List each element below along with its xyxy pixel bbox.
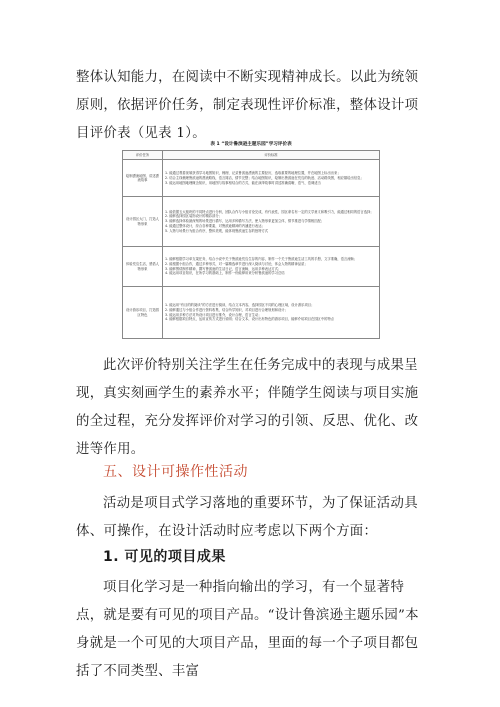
section-heading: 五、设计可操作性活动: [103, 464, 248, 480]
table-cell-task: 绘制漂流地图，讲述漂流故事: [123, 160, 163, 197]
criteria-item: 1. 能依据五大板块的不同特点进行分析，团队合作与小组讨论完成，有代表性，园区命名有一定的文学意义和吸引力，能通过相同的语言选择；: [165, 209, 374, 214]
criteria-item: 1. 能够根据学习单支架任务，结合小说中关于鲁滨逊荒岛生存的内容，制作一个关于鲁滨逊生活工具的手册，文字准确，语言流畅；: [165, 257, 358, 262]
paragraph-activity-intro: 活动是项目式学习落地的重要环节，为了保证活动具体、可操作，在设计活动时应考虑以下两个方面：: [76, 496, 418, 539]
table-header-task: 评价任务: [123, 151, 163, 160]
criteria-item: 4. 能运用项目知识，在所学习的基础上，制作一份能够用来分析鲁滨逊的学习总结: [165, 271, 285, 276]
criteria-item: 2. 能够通过与小组合作进行资料收集，结合所学知识，对项目进行合理规划和设计；: [165, 307, 288, 312]
criteria-item: 3. 能够选择体验最深刻的场景进行描写，运用多种描写方法，使人物形象更加立体，情节推进与学情相匹配；: [165, 219, 325, 224]
table-header-criteria: 评价标准: [163, 151, 380, 160]
criteria-item: 5. 人物与场景行为组合有序，整体美观，能体现鲁滨逊生存的独特方式: [165, 228, 269, 233]
criteria-item: 3. 能运用地图地理概念知识，用地图与故事相结合的方式，能在演绎故事时讲述准确清晰，语气、语调适当: [165, 180, 321, 185]
table-cell-task: 设计园区大门，打造人物形象: [123, 197, 163, 247]
table-row: [123, 287, 380, 339]
evaluation-table: [122, 141, 380, 339]
table-cell-criteria: [163, 197, 380, 247]
criteria-item: 4. 能够根据项目特点，运用宣传方式进行说明；结合文本，设计出有特色的游乐项目，能够介绍项目在园区中的特点: [165, 317, 335, 322]
criteria-item: 1. 能运用“有目的的阅读”的方法进行阅读，结合文本内容，选择园区不同的心理区域，设计游乐项目；: [165, 303, 315, 308]
criteria-item: 2. 能够选择园区装饰设计的精彩部分；: [165, 214, 222, 219]
table-header-row: [123, 151, 380, 160]
subheading-visible-results: 1. 可见的项目成果: [103, 549, 226, 565]
table-row: [123, 197, 380, 247]
criteria-item: 3. 能够围绕制作精神，撰写鲁滨逊的生活日记，语言流畅，运用多种表达方式；: [165, 266, 282, 271]
criteria-item: 3. 能运用多种方法对所设计项目进行推介，设计合理，语言生动；: [165, 312, 262, 317]
paragraph-project-output: 项目化学习是一种指向输出的学习，有一个显著特点，就是要有可见的项目产品。“设计鲁滨逊主题乐园”本身就是一个可见的大项目产品，里面的每一个子项目都包括了不同类型、丰富: [76, 580, 419, 679]
table-row: [123, 160, 380, 197]
paragraph-intro: 整体认知能力，在阅读中不断实现精神成长。以此为统领原则，依据评价任务，制定表现性评价标准，整体设计项目评价表（见表 1）。: [76, 70, 419, 141]
criteria-item: 4. 能通过整体设计，综合各种要素，对鲁滨逊精神的内涵进行表达；: [165, 224, 265, 229]
paragraph-evaluation-focus: 此次评价特别关注学生在任务完成中的表现与成果呈现，真实刻画学生的素养水平；伴随学生阅读与项目实施的全过程，充分发挥评价对学习的引领、反思、优化、改进等作用。: [76, 358, 419, 457]
table-cell-task: 体验荒岛生活，感悟人物形象: [123, 247, 163, 287]
criteria-item: 2. 能根据小组合作，通过多种形式，对一篇精选章节进行深入阅读与讨论，体会人物的精神品质；: [165, 261, 308, 266]
evaluation-table-grid: [122, 150, 380, 339]
criteria-item: 1. 能通过观看视频获得学习地图知识，梳理、记录鲁滨逊漂流的主要经历，选取重要的地理位置，并在地图上标出出来；: [165, 170, 341, 175]
criteria-item: 2. 结合主线梳理鲁滨逊的漂流路线，语言简洁，情节完整；结合地图知识，绘制出鲁滨逊在荒岛的轨迹、活动路线图，相应描绘出信息；: [165, 175, 364, 180]
table-cell-criteria: [163, 287, 380, 339]
table-cell-criteria: [163, 160, 380, 197]
table-cell-task: 设计游乐项目，打造园区特色: [123, 287, 163, 339]
table-cell-criteria: [163, 247, 380, 287]
table-caption: 表 1 “设计鲁滨逊主题乐园”学习评价表: [210, 142, 292, 147]
table-row: [123, 247, 380, 287]
